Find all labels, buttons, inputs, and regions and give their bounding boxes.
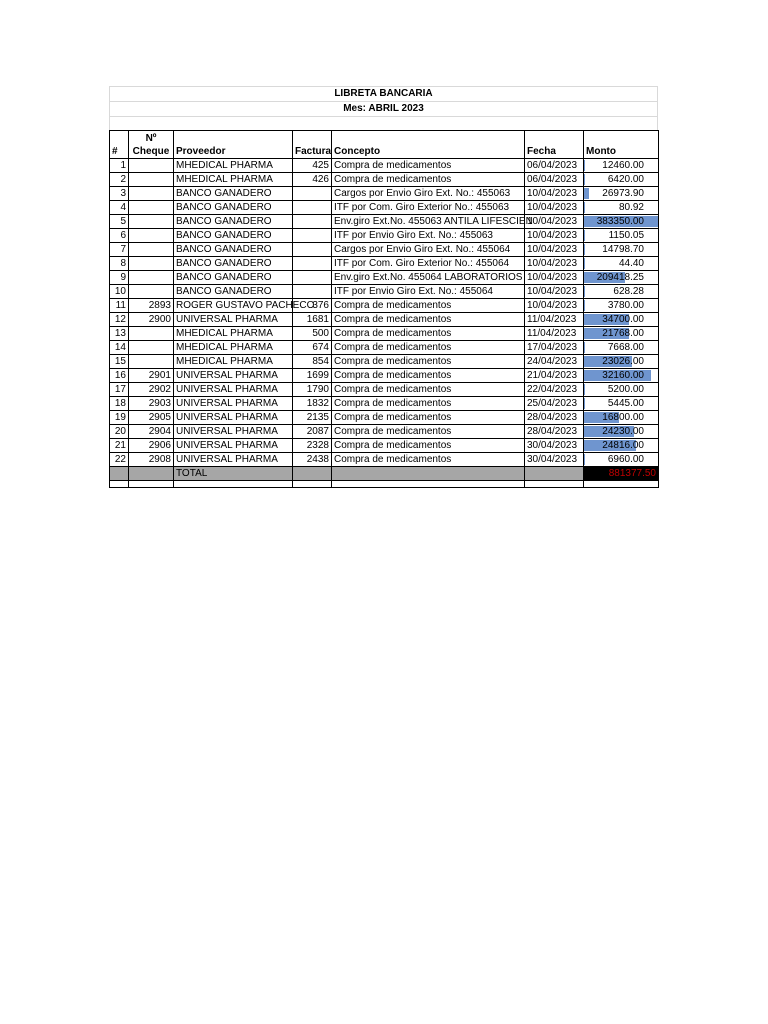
table-row [110,257,659,271]
cell-fecha: 21/04/2023 [525,369,584,383]
cell-cheque: 2908 [129,453,174,467]
table-row [110,383,659,397]
monto-value: 628.28 [613,286,644,297]
cell-fecha: 10/04/2023 [525,285,584,299]
spreadsheet [109,86,658,488]
cell-cheque [129,159,174,173]
table-row [110,425,659,439]
databar [584,300,585,311]
cell-cheque: 2901 [129,369,174,383]
table-row [110,173,659,187]
cell-factura: 426 [293,173,332,187]
header-cheque: Cheque [129,145,174,159]
cell-proveedor: BANCO GANADERO [174,187,293,201]
monto-value: 1150.05 [608,230,644,241]
header-monto: Monto [584,145,659,159]
cell-proveedor: BANCO GANADERO [174,243,293,257]
databar [584,244,585,255]
cell-proveedor: BANCO GANADERO [174,229,293,243]
cell-factura: 500 [293,327,332,341]
cell-proveedor: MHEDICAL PHARMA [174,341,293,355]
header-fecha: Fecha [525,145,584,159]
total-cell [293,467,332,481]
cell-monto [584,313,659,327]
cell-cheque [129,257,174,271]
cell-concepto: Compra de medicamentos [332,173,525,187]
header-cell [293,131,332,146]
total-cell [332,467,525,481]
cell-proveedor: MHEDICAL PHARMA [174,327,293,341]
cell-cheque: 2903 [129,397,174,411]
monto-value: 14798.70 [602,244,644,255]
cell-fecha: 10/04/2023 [525,229,584,243]
cell-proveedor: UNIVERSAL PHARMA [174,397,293,411]
cell-monto [584,201,659,215]
cell-num: 7 [110,243,129,257]
empty-cell [332,481,525,488]
cell-num: 6 [110,229,129,243]
cell-monto [584,341,659,355]
cell-cheque: 2900 [129,313,174,327]
cell-fecha: 10/04/2023 [525,299,584,313]
cell-cheque: 2902 [129,383,174,397]
monto-value: 209418.25 [596,272,644,283]
monto-value: 12460.00 [602,160,644,171]
cell-concepto: Env.giro Ext.No. 455064 LABORATORIOS [332,271,525,285]
cell-num: 9 [110,271,129,285]
cell-concepto: Compra de medicamentos [332,383,525,397]
cell-proveedor: BANCO GANADERO [174,215,293,229]
cell-concepto: Compra de medicamentos [332,327,525,341]
cell-cheque [129,271,174,285]
cell-num: 1 [110,159,129,173]
cell-cheque [129,285,174,299]
monto-value: 3780.00 [607,300,644,311]
cell-concepto: Compra de medicamentos [332,341,525,355]
cell-fecha: 06/04/2023 [525,159,584,173]
header-concepto: Concepto [332,145,525,159]
cell-fecha: 30/04/2023 [525,439,584,453]
cell-proveedor: ROGER GUSTAVO PACHECO [174,299,293,313]
databar [584,342,585,353]
cell-concepto: ITF por Envio Giro Ext. No.: 455063 [332,229,525,243]
cell-num: 4 [110,201,129,215]
cell-factura: 2328 [293,439,332,453]
cell-monto [584,243,659,257]
trailing-row [110,481,659,488]
monto-value: 5200.00 [607,384,644,395]
sheet-subtitle: Mes: ABRIL 2023 [109,101,658,116]
table-row [110,327,659,341]
cell-concepto: Compra de medicamentos [332,439,525,453]
cell-monto [584,215,659,229]
cell-monto [584,327,659,341]
cell-monto [584,397,659,411]
cell-proveedor: UNIVERSAL PHARMA [174,313,293,327]
empty-cell [293,481,332,488]
table-row [110,439,659,453]
cell-cheque: 2893 [129,299,174,313]
databar [584,384,585,395]
databar [584,286,585,297]
cell-factura: 1832 [293,397,332,411]
monto-value: 23026.00 [602,356,644,367]
total-monto: 881377.50 [584,467,659,481]
cell-fecha: 10/04/2023 [525,243,584,257]
header-cell [174,131,293,146]
cell-num: 14 [110,341,129,355]
cell-cheque [129,201,174,215]
cell-cheque [129,327,174,341]
cell-num: 19 [110,411,129,425]
table-row [110,411,659,425]
cell-fecha: 22/04/2023 [525,383,584,397]
cell-factura: 1681 [293,313,332,327]
cell-monto [584,453,659,467]
cell-monto [584,425,659,439]
empty-cell [110,481,129,488]
cell-cheque [129,215,174,229]
cell-num: 22 [110,453,129,467]
cell-concepto: Compra de medicamentos [332,355,525,369]
monto-value: 24230.00 [602,426,644,437]
cell-concepto: Compra de medicamentos [332,313,525,327]
cell-monto [584,285,659,299]
cell-proveedor: MHEDICAL PHARMA [174,355,293,369]
cell-concepto: Compra de medicamentos [332,299,525,313]
cell-fecha: 30/04/2023 [525,453,584,467]
table-row [110,271,659,285]
table-row [110,285,659,299]
cell-proveedor: MHEDICAL PHARMA [174,173,293,187]
header-factura: Factura [293,145,332,159]
header-cell [525,131,584,146]
cell-proveedor: BANCO GANADERO [174,201,293,215]
cell-monto [584,439,659,453]
monto-value: 7668.00 [607,342,644,353]
cell-monto [584,411,659,425]
cell-monto [584,173,659,187]
cell-cheque [129,341,174,355]
cell-factura: 1790 [293,383,332,397]
cell-concepto: Compra de medicamentos [332,369,525,383]
empty-cell [129,481,174,488]
cell-cheque: 2906 [129,439,174,453]
cell-proveedor: UNIVERSAL PHARMA [174,411,293,425]
header-cell [110,131,129,146]
header-cheque-top: Nº [129,131,174,146]
header-cell [584,131,659,146]
cell-cheque [129,229,174,243]
cell-factura [293,229,332,243]
empty-cell [584,481,659,488]
cell-num: 17 [110,383,129,397]
monto-value: 5445.00 [607,398,644,409]
cell-monto [584,159,659,173]
cell-fecha: 10/04/2023 [525,271,584,285]
monto-value: 383350.00 [596,216,644,227]
monto-value: 32160.00 [602,370,644,381]
cell-concepto: Compra de medicamentos [332,453,525,467]
databar [584,398,585,409]
cell-num: 20 [110,425,129,439]
databar [584,202,585,213]
cell-factura: 376 [293,299,332,313]
cell-proveedor: UNIVERSAL PHARMA [174,369,293,383]
table-row [110,201,659,215]
cell-fecha: 10/04/2023 [525,215,584,229]
table-row [110,159,659,173]
monto-value: 6960.00 [607,454,644,465]
table-row [110,187,659,201]
table-row [110,243,659,257]
cell-fecha: 11/04/2023 [525,313,584,327]
table-row [110,215,659,229]
cell-fecha: 17/04/2023 [525,341,584,355]
cell-factura [293,243,332,257]
cell-num: 3 [110,187,129,201]
cell-cheque [129,355,174,369]
cell-num: 8 [110,257,129,271]
cell-proveedor: BANCO GANADERO [174,271,293,285]
table-row [110,341,659,355]
sheet-title: LIBRETA BANCARIA [109,86,658,101]
databar [584,454,585,465]
cell-proveedor: BANCO GANADERO [174,257,293,271]
cell-proveedor: UNIVERSAL PHARMA [174,439,293,453]
cell-cheque: 2905 [129,411,174,425]
cell-fecha: 06/04/2023 [525,173,584,187]
cell-cheque [129,187,174,201]
cell-fecha: 28/04/2023 [525,425,584,439]
table-row [110,299,659,313]
cell-fecha: 10/04/2023 [525,187,584,201]
cell-cheque [129,243,174,257]
cell-proveedor: UNIVERSAL PHARMA [174,453,293,467]
cell-num: 21 [110,439,129,453]
empty-cell [174,481,293,488]
cell-factura: 2438 [293,453,332,467]
total-cell [129,467,174,481]
total-cell [525,467,584,481]
cell-factura [293,187,332,201]
monto-value: 21768.00 [602,328,644,339]
cell-factura: 2135 [293,411,332,425]
cell-num: 18 [110,397,129,411]
cell-factura: 1699 [293,369,332,383]
cell-monto [584,271,659,285]
cell-monto [584,299,659,313]
cell-fecha: 11/04/2023 [525,327,584,341]
header-proveedor: Proveedor [174,145,293,159]
monto-value: 44.40 [618,258,644,269]
cell-concepto: Compra de medicamentos [332,159,525,173]
cell-monto [584,383,659,397]
cell-concepto: Compra de medicamentos [332,425,525,439]
cell-factura [293,271,332,285]
table-row [110,453,659,467]
cell-concepto: Compra de medicamentos [332,397,525,411]
cell-fecha: 24/04/2023 [525,355,584,369]
cell-fecha: 25/04/2023 [525,397,584,411]
cell-concepto: Cargos por Envio Giro Ext. No.: 455064 [332,243,525,257]
cell-fecha: 10/04/2023 [525,201,584,215]
cell-monto [584,187,659,201]
cell-concepto: Cargos por Envio Giro Ext. No.: 455063 [332,187,525,201]
cell-num: 2 [110,173,129,187]
table-row [110,397,659,411]
cell-num: 11 [110,299,129,313]
databar [584,188,589,199]
cell-proveedor: BANCO GANADERO [174,285,293,299]
cell-num: 10 [110,285,129,299]
cell-cheque: 2904 [129,425,174,439]
cell-factura: 425 [293,159,332,173]
monto-value: 6420.00 [607,174,644,185]
cell-concepto: ITF por Com. Giro Exterior No.: 455063 [332,201,525,215]
table-row [110,369,659,383]
databar [584,258,585,269]
cell-proveedor: UNIVERSAL PHARMA [174,383,293,397]
empty-cell [525,481,584,488]
cell-num: 13 [110,327,129,341]
cell-num: 16 [110,369,129,383]
total-row [110,467,659,481]
cell-monto [584,355,659,369]
table-row [110,313,659,327]
cell-proveedor: MHEDICAL PHARMA [174,159,293,173]
cell-factura [293,215,332,229]
monto-value: 80.92 [618,202,644,213]
monto-value: 34700.00 [602,314,644,325]
cell-monto [584,369,659,383]
total-label: TOTAL [174,467,293,481]
monto-value: 26973.90 [602,188,644,199]
header-cell [332,131,525,146]
cell-concepto: Env.giro Ext.No. 455063 ANTILA LIFESCIEN [332,215,525,229]
table-row [110,229,659,243]
databar [584,174,585,185]
cell-cheque [129,173,174,187]
cell-factura: 854 [293,355,332,369]
cell-monto [584,257,659,271]
cell-fecha: 28/04/2023 [525,411,584,425]
cell-num: 5 [110,215,129,229]
spacer-row [109,116,658,130]
monto-value: 24816.00 [602,440,644,451]
cell-proveedor: UNIVERSAL PHARMA [174,425,293,439]
cell-factura: 2087 [293,425,332,439]
cell-factura [293,201,332,215]
cell-num: 15 [110,355,129,369]
cell-factura: 674 [293,341,332,355]
databar [584,160,585,171]
cell-concepto: ITF por Com. Giro Exterior No.: 455064 [332,257,525,271]
header-num: # [110,145,129,159]
monto-value: 16800.00 [602,412,644,423]
cell-factura [293,285,332,299]
cell-concepto: ITF por Envio Giro Ext. No.: 455064 [332,285,525,299]
bank-ledger-table [109,130,659,488]
cell-num: 12 [110,313,129,327]
table-row [110,355,659,369]
databar [584,230,585,241]
cell-concepto: Compra de medicamentos [332,411,525,425]
cell-fecha: 10/04/2023 [525,257,584,271]
cell-monto [584,229,659,243]
total-cell [110,467,129,481]
cell-factura [293,257,332,271]
